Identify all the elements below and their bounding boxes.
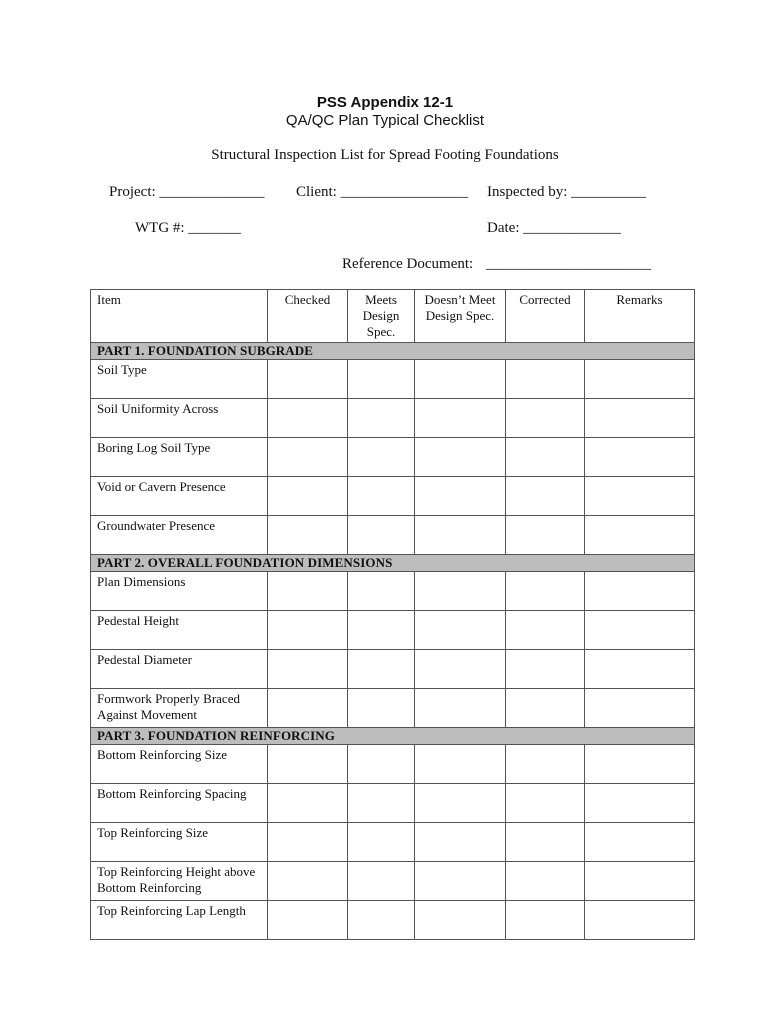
- meets-spec-cell[interactable]: [348, 360, 415, 399]
- doesnt-meet-spec-cell[interactable]: [415, 862, 506, 901]
- reference-document-label: Reference Document:: [342, 256, 474, 272]
- table-row: [91, 784, 695, 823]
- meets-spec-cell[interactable]: [348, 399, 415, 438]
- document-heading: Structural Inspection List for Spread Footing Foundations: [211, 147, 559, 163]
- meets-spec-cell[interactable]: [348, 611, 415, 650]
- table-row: [91, 745, 695, 784]
- section-title-text: PART 1. FOUNDATION SUBGRADE: [97, 343, 314, 358]
- table-row: [91, 438, 695, 477]
- document-subtitle: QA/QC Plan Typical Checklist: [285, 112, 485, 129]
- meets-spec-cell[interactable]: [348, 862, 415, 901]
- table-header-row: [91, 290, 695, 343]
- item-label: Boring Log Soil Type: [91, 438, 268, 477]
- item-label: Bottom Reinforcing Spacing: [91, 784, 268, 823]
- table-row: [91, 689, 695, 728]
- doesnt-meet-spec-cell[interactable]: [415, 689, 506, 728]
- corrected-cell[interactable]: [506, 823, 585, 862]
- client-field[interactable]: Client: _________________: [296, 184, 469, 200]
- section-title-text: PART 2. OVERALL FOUNDATION DIMENSIONS: [97, 555, 393, 570]
- corrected-cell[interactable]: [506, 611, 585, 650]
- table-row: [91, 650, 695, 689]
- corrected-cell[interactable]: [506, 650, 585, 689]
- table-row: [91, 862, 695, 901]
- item-label: Void or Cavern Presence: [91, 477, 268, 516]
- remarks-cell[interactable]: [585, 689, 695, 728]
- reference-document-field[interactable]: ______________________: [486, 256, 651, 272]
- doesnt-meet-spec-cell[interactable]: [415, 650, 506, 689]
- corrected-cell[interactable]: [506, 572, 585, 611]
- date-field[interactable]: Date: _____________: [487, 220, 621, 236]
- remarks-cell[interactable]: [585, 477, 695, 516]
- remarks-cell[interactable]: [585, 823, 695, 862]
- checked-cell[interactable]: [268, 650, 348, 689]
- remarks-cell[interactable]: [585, 650, 695, 689]
- table-row: [91, 477, 695, 516]
- item-label: Top Reinforcing Lap Length: [91, 901, 268, 940]
- column-header-checked: Checked: [268, 290, 348, 343]
- meets-spec-cell[interactable]: [348, 823, 415, 862]
- corrected-cell[interactable]: [506, 360, 585, 399]
- corrected-cell[interactable]: [506, 901, 585, 940]
- doesnt-meet-spec-cell[interactable]: [415, 399, 506, 438]
- meets-spec-cell[interactable]: [348, 650, 415, 689]
- corrected-cell[interactable]: [506, 516, 585, 555]
- checked-cell[interactable]: [268, 572, 348, 611]
- table-row: [91, 901, 695, 940]
- remarks-cell[interactable]: [585, 611, 695, 650]
- corrected-cell[interactable]: [506, 784, 585, 823]
- table-body: [91, 343, 695, 940]
- checked-cell[interactable]: [268, 901, 348, 940]
- meets-spec-cell[interactable]: [348, 784, 415, 823]
- item-label: Pedestal Height: [91, 611, 268, 650]
- item-label: Top Reinforcing Height above Bottom Reinforcing: [91, 862, 268, 901]
- section-title: [91, 728, 695, 745]
- corrected-cell[interactable]: [506, 862, 585, 901]
- section-header-row: [91, 343, 695, 360]
- item-label: Soil Uniformity Across: [91, 399, 268, 438]
- meets-spec-cell[interactable]: [348, 516, 415, 555]
- column-header-remarks: Remarks: [585, 290, 695, 343]
- meets-spec-cell[interactable]: [348, 901, 415, 940]
- column-header-corrected: Corrected: [506, 290, 585, 343]
- item-label: Top Reinforcing Size: [91, 823, 268, 862]
- section-title: [91, 343, 695, 360]
- checked-cell[interactable]: [268, 399, 348, 438]
- remarks-cell[interactable]: [585, 745, 695, 784]
- item-label: Pedestal Diameter: [91, 650, 268, 689]
- doesnt-meet-spec-cell[interactable]: [415, 611, 506, 650]
- doesnt-meet-spec-cell[interactable]: [415, 477, 506, 516]
- remarks-cell[interactable]: [585, 399, 695, 438]
- table-row: [91, 516, 695, 555]
- table-row: [91, 823, 695, 862]
- checked-cell[interactable]: [268, 862, 348, 901]
- inspection-table: [90, 289, 695, 940]
- table-row: [91, 611, 695, 650]
- meets-spec-cell[interactable]: [348, 572, 415, 611]
- corrected-cell[interactable]: [506, 745, 585, 784]
- checked-cell[interactable]: [268, 823, 348, 862]
- item-label: Bottom Reinforcing Size: [91, 745, 268, 784]
- wtg-field[interactable]: WTG #: _______: [135, 220, 241, 236]
- checked-cell[interactable]: [268, 360, 348, 399]
- doesnt-meet-spec-cell[interactable]: [415, 901, 506, 940]
- column-header-meets-design-spec: Meets Design Spec.: [348, 290, 415, 343]
- corrected-cell[interactable]: [506, 399, 585, 438]
- item-label: Formwork Properly Braced Against Movement: [91, 689, 268, 728]
- column-header-doesnt-meet-design-spec: Doesn’t Meet Design Spec.: [415, 290, 506, 343]
- table-row: [91, 399, 695, 438]
- doesnt-meet-spec-cell[interactable]: [415, 438, 506, 477]
- document-title: PSS Appendix 12-1: [316, 94, 454, 111]
- doesnt-meet-spec-cell[interactable]: [415, 572, 506, 611]
- meets-spec-cell[interactable]: [348, 745, 415, 784]
- checked-cell[interactable]: [268, 784, 348, 823]
- checked-cell[interactable]: [268, 477, 348, 516]
- meets-spec-cell[interactable]: [348, 477, 415, 516]
- table-row: [91, 572, 695, 611]
- meets-spec-cell[interactable]: [348, 438, 415, 477]
- checked-cell[interactable]: [268, 611, 348, 650]
- remarks-cell[interactable]: [585, 901, 695, 940]
- corrected-cell[interactable]: [506, 477, 585, 516]
- remarks-cell[interactable]: [585, 784, 695, 823]
- table-row: [91, 360, 695, 399]
- inspected-by-field[interactable]: Inspected by: __________: [487, 184, 647, 200]
- item-label: Groundwater Presence: [91, 516, 268, 555]
- item-label: Plan Dimensions: [91, 572, 268, 611]
- project-field[interactable]: Project: ______________: [109, 184, 265, 200]
- remarks-cell[interactable]: [585, 862, 695, 901]
- doesnt-meet-spec-cell[interactable]: [415, 360, 506, 399]
- corrected-cell[interactable]: [506, 438, 585, 477]
- item-label: Soil Type: [91, 360, 268, 399]
- doesnt-meet-spec-cell[interactable]: [415, 784, 506, 823]
- remarks-cell[interactable]: [585, 360, 695, 399]
- checked-cell[interactable]: [268, 745, 348, 784]
- remarks-cell[interactable]: [585, 516, 695, 555]
- section-header-row: [91, 728, 695, 745]
- doesnt-meet-spec-cell[interactable]: [415, 516, 506, 555]
- remarks-cell[interactable]: [585, 572, 695, 611]
- checked-cell[interactable]: [268, 689, 348, 728]
- doesnt-meet-spec-cell[interactable]: [415, 745, 506, 784]
- checked-cell[interactable]: [268, 438, 348, 477]
- checked-cell[interactable]: [268, 516, 348, 555]
- section-header-row: [91, 555, 695, 572]
- column-header-item: Item: [91, 290, 268, 343]
- corrected-cell[interactable]: [506, 689, 585, 728]
- section-title: [91, 555, 695, 572]
- section-title-text: PART 3. FOUNDATION REINFORCING: [97, 728, 335, 743]
- remarks-cell[interactable]: [585, 438, 695, 477]
- meets-spec-cell[interactable]: [348, 689, 415, 728]
- doesnt-meet-spec-cell[interactable]: [415, 823, 506, 862]
